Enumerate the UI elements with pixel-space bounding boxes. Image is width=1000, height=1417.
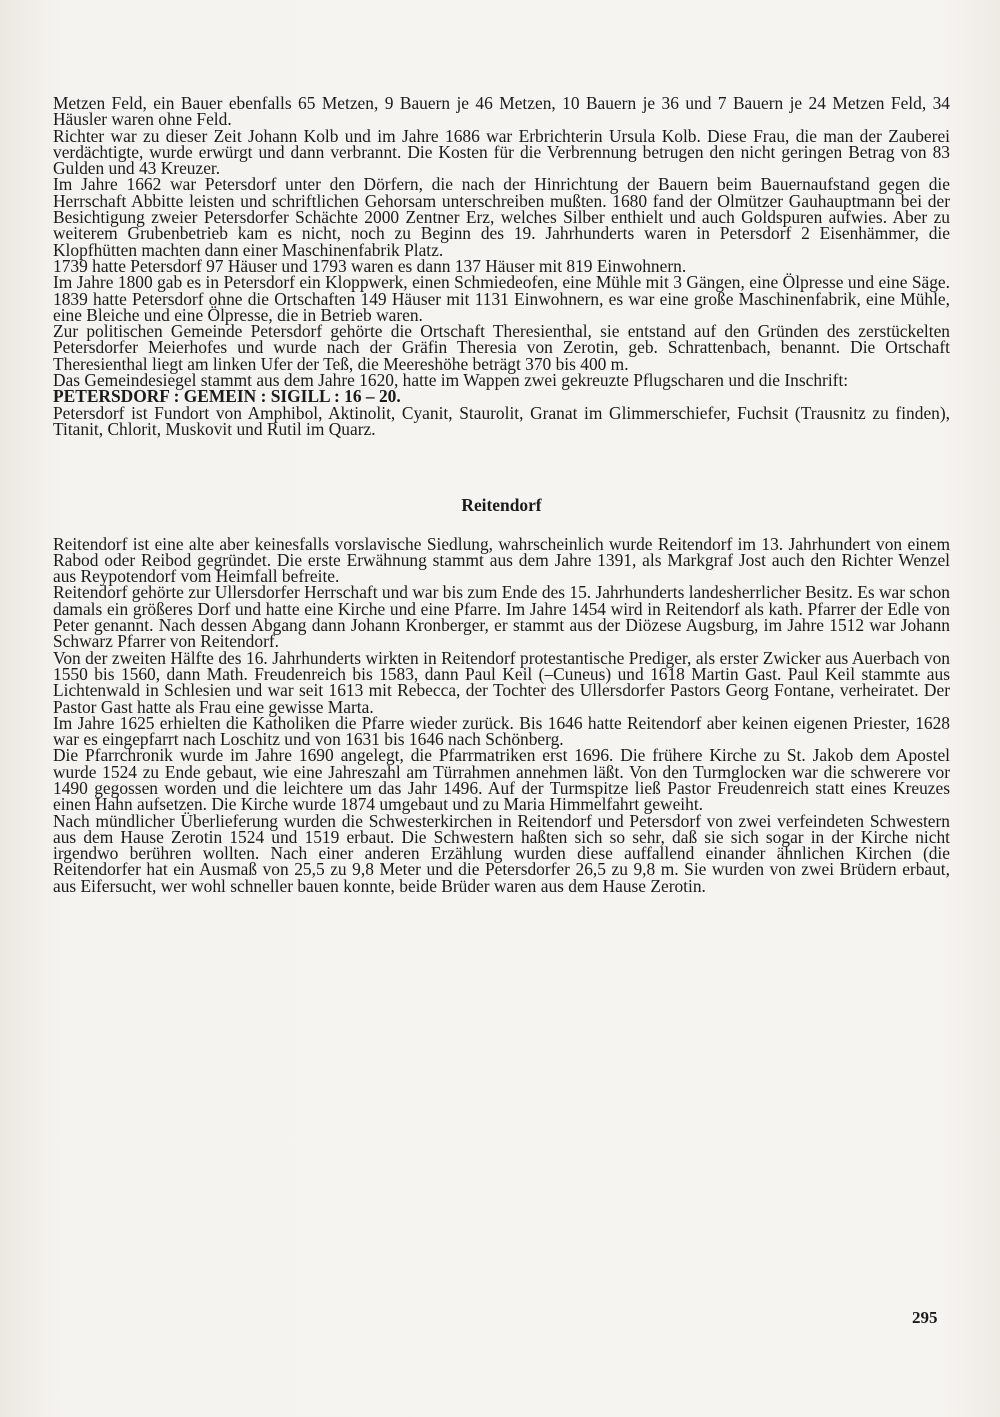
paragraph: Reitendorf ist eine alte aber keinesfalls vorslavische Siedlung, wahrscheinlich wurde Reitendorf im 13. Jahrhundert von einem Rabod oder Reibod gegründet. Die erste Erwähnung stammt aus dem Jahre 1391, als Markgraf Jost auch den Richter Wenzel aus Reypotendorf vom Heimfall befreite. <box>53 533 950 587</box>
paragraph: Zur politischen Gemeinde Petersdorf gehörte die Ortschaft Theresienthal, sie entstand auf den Gründen des zerstückelten Petersdorfer Meierhofes und wurde nach der Gräfin Theresia von Zerotin, geb. Schrattenbach, benannt. Die Ortschaft Theresienthal liegt am linken Ufer der Teß, die Meereshöhe beträgt 370 bis 400 m. <box>53 321 950 374</box>
section-title: Reitendorf <box>461 495 542 516</box>
paragraph: Metzen Feld, ein Bauer ebenfalls 65 Metzen, 9 Bauern je 46 Metzen, 10 Bauern je 36 und 7 Bauern je 24 Metzen Feld, 34 Häusler waren ohne Feld. <box>53 93 950 130</box>
paragraph: Petersdorf ist Fundort von Amphibol, Aktinolit, Cyanit, Staurolit, Granat im Glimmerschiefer, Fuchsit (Trausnitz zu finden), Titanit, Chlorit, Muskovit und Rutil im Quarz. <box>53 402 950 439</box>
paragraph: 1739 hatte Petersdorf 97 Häuser und 1793 waren es dann 137 Häuser mit 819 Einwohnern. <box>53 255 687 276</box>
paragraph: Richter war zu dieser Zeit Johann Kolb und im Jahre 1686 war Erbrichterin Ursula Kolb. Diese Frau, die man der Zauberei verdächtigte, wurde erwürgt und dann verbrannt. Die Kosten für die Verbrennung betrugen den nicht geringen Betrag von 83 Gulden und 43 Kreuzer. <box>53 125 950 179</box>
paragraph: Im Jahre 1662 war Petersdorf unter den Dörfern, die nach der Hinrichtung der Bauern beim Bauernaufstand gegen die Herrschaft Abbitte leisten und schriftlichen Gehorsam unterschreiben mußten. 1680 fand der Olmützer Gauhauptmann bei der Besichtigung zweier Petersdorfer Schächte 2000 Zentner Erz, welches Silber enthielt und auch Goldspuren aufwies. Aber zu weiterem Grubenbetrieb kam es nicht, noch zu Beginn des 19. Jahrhunderts waren in Petersdorf 2 Eisenhämmer, die Klopfhütten machten dann einer Maschinenfabrik Platz. <box>53 174 950 260</box>
paragraph: Das Gemeindesiegel stammt aus dem Jahre 1620, hatte im Wappen zwei gekreuzte Pflugscharen und die Inschrift: <box>53 370 849 391</box>
paragraph: Nach mündlicher Überlieferung wurden die Schwesterkirchen in Reitendorf und Petersdorf von zwei verfeindeten Schwestern aus dem Hause Zerotin 1524 und 1519 erbaut. Die Schwestern haßten sich so sehr, daß sie sich sogar in der Kirche nicht irgendwo berühren wollten. Nach einer anderen Erzählung wurden diese auffallend einander ähnlichen Kirchen (die Reitendorfer hat ein Ausmaß von 25,5 zu 9,8 Meter und die Petersdorfer 26,5 zu 9,8 m. Sie wurden von zwei Brüdern erbaut, aus Eifersucht, wer wohl schneller bauen konnte, beide Brüder waren aus dem Hause Zerotin. <box>53 810 950 896</box>
page-number: 295 <box>912 1308 938 1327</box>
paragraph: Reitendorf gehörte zur Ullersdorfer Herrschaft und war bis zum Ende des 15. Jahrhunderts landesherrlicher Besitz. Es war schon damals ein größeres Dorf und hatte eine Kirche und eine Pfarre. Im Jahre 1454 wird in Reitendorf als kath. Pfarrer der Edle von Peter genannt. Nach dessen Abgang dann Johann Kronberger, er stammt aus der Diözese Augsburg, im Jahre 1512 war Johann Schwarz Pfarrer von Reitendorf. <box>53 582 950 652</box>
spacer <box>53 514 950 536</box>
spacer <box>53 437 950 497</box>
paragraph: Von der zweiten Hälfte des 16. Jahrhunderts wirkten in Reitendorf protestantische Prediger, als erster Zwicker aus Auerbach von 1550 bis 1560, dann Math. Freudenreich bis 1583, dann Paul Keil (–Cuneus) und 1618 Martin Gast. Paul Keil stammte aus Lichtenwald in Schlesien und war seit 1613 mit Rebecca, der Tochter des Ullersdorfer Pastors Georg Fontane, verheiratet. Der Pastor Gast hatte als Frau eine gewisse Marta. <box>53 647 950 717</box>
paragraph: Im Jahre 1625 erhielten die Katholiken die Pfarre wieder zurück. Bis 1646 hatte Reitendorf aber keinen eigenen Priester, 1628 war es eingepfarrt nach Loschitz und von 1631 bis 1646 nach Schönberg. <box>53 712 950 750</box>
paragraph: Im Jahre 1800 gab es in Petersdorf ein Kloppwerk, einen Schmiedeofen, eine Mühle mit 3 Gängen, eine Ölpresse und eine Säge. 1839 hatte Petersdorf ohne die Ortschaften 149 Häuser mit 1131 Einwohnern, es war eine große Maschinenfabrik, eine Mühle, eine Bleiche und eine Ölpresse, die in Betrieb waren. <box>53 272 950 325</box>
paragraph: Die Pfarrchronik wurde im Jahre 1690 angelegt, die Pfarrmatriken erst 1696. Die frühere Kirche zu St. Jakob dem Apostel wurde 1524 zu Ende gebaut, wie eine Jahreszahl am Türrahmen annehmen läßt. Von den Turmglocken war die schwerere vor 1490 gegossen worden und die leichtere um das Jahr 1496. Auf der Turmspitze ließ Pastor Freudenreich statt eines Kreuzes einen Hahn aufsetzen. Die Kirche wurde 1874 umgebaut und zu Maria Himmelfahrt geweiht. <box>53 745 950 815</box>
page-body <box>53 95 950 894</box>
seal-inscription: PETERSDORF : GEMEIN : SIGILL : 16 – 20. <box>53 386 401 407</box>
